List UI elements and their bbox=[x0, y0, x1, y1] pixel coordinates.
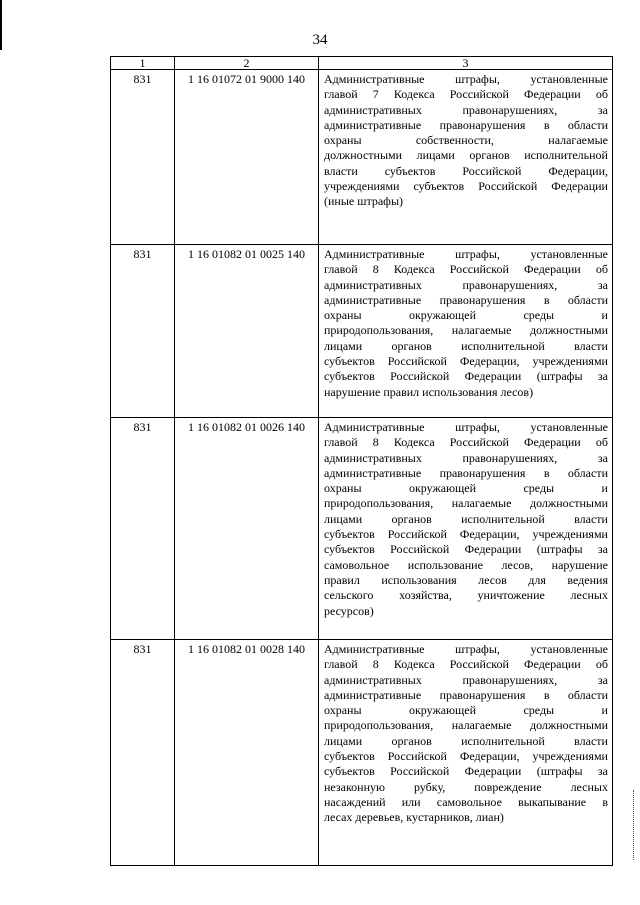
admin-code-cell: 831 bbox=[111, 640, 175, 866]
description-line: природопользования, налагаемые должностными bbox=[324, 496, 608, 511]
description-line: субъектов Российской Федерации (штрафы за bbox=[324, 764, 608, 779]
description-line: лицами органов исполнительной власти bbox=[324, 338, 608, 353]
description-line: главой 8 Кодекса Российской Федерации об bbox=[324, 435, 608, 450]
description-line: субъектов Российской Федерации (штрафы за bbox=[324, 542, 608, 557]
description-line: охраны окружающей среды и bbox=[324, 308, 608, 323]
header-col-3: 3 bbox=[319, 57, 613, 70]
admin-code-cell: 831 bbox=[111, 70, 175, 245]
description-line: природопользования, налагаемые должностными bbox=[324, 323, 608, 338]
description-line: административных правонарушениях, за bbox=[324, 450, 608, 465]
description-line: Административные штрафы, установленные bbox=[324, 247, 608, 261]
description-line: главой 7 Кодекса Российской Федерации об bbox=[324, 87, 608, 102]
table-row bbox=[111, 245, 613, 418]
description-line: незаконную рубку, повреждение лесных bbox=[324, 779, 608, 794]
description-line: Административные штрафы, установленные bbox=[324, 642, 608, 656]
description-line: нарушение правил использования лесов) bbox=[324, 384, 534, 399]
description-line: (иные штрафы) bbox=[324, 194, 404, 209]
description-line: лицами органов исполнительной власти bbox=[324, 733, 608, 748]
table-header-row bbox=[111, 57, 613, 70]
description-line: природопользования, налагаемые должностными bbox=[324, 718, 608, 733]
description-line: учреждениями субъектов Российской Федерации bbox=[324, 179, 608, 194]
description-line: административных правонарушениях, за bbox=[324, 102, 608, 117]
description-line: административные правонарушения в области bbox=[324, 465, 608, 480]
scan-edge-marks bbox=[633, 790, 636, 860]
description-line: субъектов Российской Федерации, учреждениями bbox=[324, 354, 608, 369]
table-row bbox=[111, 640, 613, 866]
admin-code-cell: 831 bbox=[111, 245, 175, 418]
admin-code-cell: 831 bbox=[111, 418, 175, 640]
description-line: правил использования лесов для ведения bbox=[324, 572, 608, 587]
description-line: административных правонарушениях, за bbox=[324, 277, 608, 292]
description-line: субъектов Российской Федерации, учреждениями bbox=[324, 749, 608, 764]
header-col-1: 1 bbox=[111, 57, 175, 70]
table-row bbox=[111, 70, 613, 245]
description-line: самовольное использование лесов, нарушение bbox=[324, 557, 608, 572]
description-line: охраны окружающей среды и bbox=[324, 481, 608, 496]
budget-code-cell: 1 16 01072 01 9000 140 bbox=[175, 70, 319, 245]
description-line: ресурсов) bbox=[324, 603, 374, 618]
document-table bbox=[110, 56, 613, 866]
description-line: главой 8 Кодекса Российской Федерации об bbox=[324, 262, 608, 277]
description-cell bbox=[319, 245, 613, 418]
description-cell bbox=[319, 70, 613, 245]
description-line: главой 8 Кодекса Российской Федерации об bbox=[324, 657, 608, 672]
description-line: лесах деревьев, кустарников, лиан) bbox=[324, 810, 504, 825]
description-line: должностными лицами органов исполнительной bbox=[324, 148, 608, 163]
budget-code-cell: 1 16 01082 01 0026 140 bbox=[175, 418, 319, 640]
description-line: административные правонарушения в области bbox=[324, 292, 608, 307]
page-number: 34 bbox=[312, 32, 328, 48]
description-line: насаждений или самовольное выкапывание в bbox=[324, 794, 608, 809]
table-row bbox=[111, 418, 613, 640]
description-line: Административные штрафы, установленные bbox=[324, 420, 608, 434]
description-line: охраны окружающей среды и bbox=[324, 703, 608, 718]
header-col-2: 2 bbox=[175, 57, 319, 70]
description-line: лицами органов исполнительной власти bbox=[324, 511, 608, 526]
description-line: субъектов Российской Федерации, учреждениями bbox=[324, 527, 608, 542]
description-cell bbox=[319, 418, 613, 640]
budget-code-cell: 1 16 01082 01 0028 140 bbox=[175, 640, 319, 866]
description-line: административные правонарушения в области bbox=[324, 687, 608, 702]
description-line: административных правонарушениях, за bbox=[324, 672, 608, 687]
description-line: сельского хозяйства, уничтожение лесных bbox=[324, 588, 608, 603]
description-line: субъектов Российской Федерации (штрафы за bbox=[324, 369, 608, 384]
description-cell bbox=[319, 640, 613, 866]
budget-code-cell: 1 16 01082 01 0025 140 bbox=[175, 245, 319, 418]
description-line: власти субъектов Российской Федерации, bbox=[324, 163, 608, 178]
description-line: Административные штрафы, установленные bbox=[324, 72, 608, 86]
description-line: охраны собственности, налагаемые bbox=[324, 133, 608, 148]
description-line: административные правонарушения в области bbox=[324, 117, 608, 132]
